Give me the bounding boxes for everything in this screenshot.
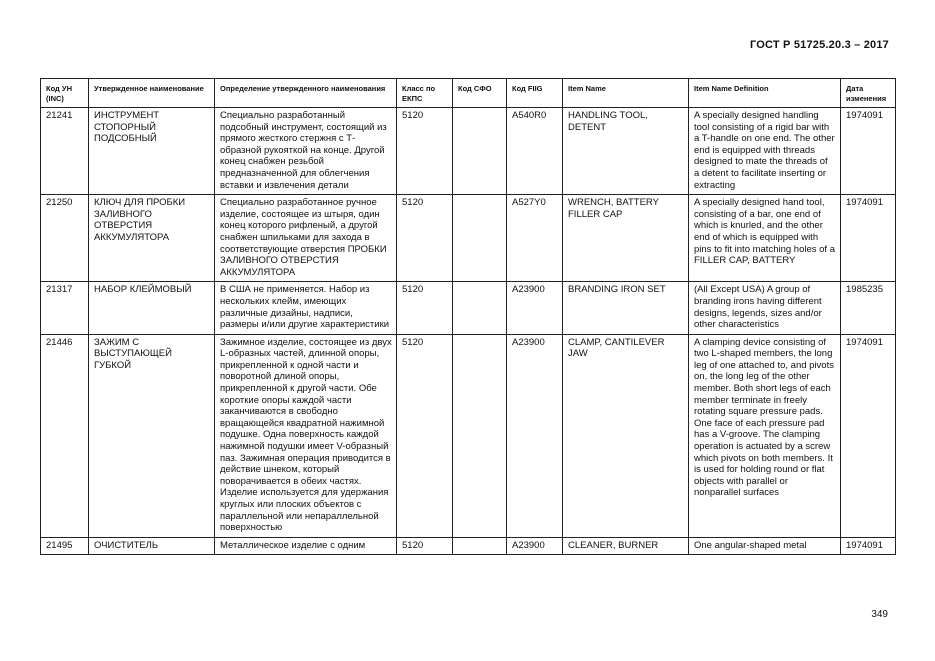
cell-code: 21241 bbox=[41, 108, 89, 195]
column-header-fiig: Код FIIG bbox=[507, 79, 563, 108]
cell-name-ru: НАБОР КЛЕЙМОВЫЙ bbox=[89, 282, 215, 334]
column-header-code: Код УН (INC) bbox=[41, 79, 89, 108]
cell-fiig: A23900 bbox=[507, 282, 563, 334]
column-header-definition-ru: Определение утвержденного наименования bbox=[215, 79, 397, 108]
cell-date: 1985235 bbox=[841, 282, 896, 334]
cell-item-definition: One angular-shaped metal bbox=[689, 537, 841, 555]
cell-sfo bbox=[453, 282, 507, 334]
cell-code: 21495 bbox=[41, 537, 89, 555]
table-row bbox=[41, 195, 896, 282]
cell-item-name: CLEANER, BURNER bbox=[563, 537, 689, 555]
table-row bbox=[41, 108, 896, 195]
cell-name-ru: ЗАЖИМ С ВЫСТУПАЮЩЕЙ ГУБКОЙ bbox=[89, 334, 215, 537]
catalog-table bbox=[40, 78, 896, 555]
table-header-row bbox=[41, 79, 896, 108]
cell-code: 21250 bbox=[41, 195, 89, 282]
cell-date: 1974091 bbox=[841, 334, 896, 537]
document-header: ГОСТ Р 51725.20.3 – 2017 bbox=[749, 39, 889, 51]
cell-item-definition: A clamping device consisting of two L-shaped members, the long leg of one attached to, and pivots on, the long leg of the other member. Both short legs of each member terminate in freely rotating square pressure pads. One face of each pressure pad has a V-groove. The clamping operation is actuated by a screw which pivots on both members. It is used for holding round or flat objects with parallel or nonparallel surfaces bbox=[689, 334, 841, 537]
cell-fiig: A527Y0 bbox=[507, 195, 563, 282]
cell-definition-ru: Специально разработанный подсобный инструмент, состоящий из прямого жесткого стержня с Т-образной рукояткой на конце. Другой конец снабжен резьбой предназначенной для облегчения вставки и извлечения детали bbox=[215, 108, 397, 195]
cell-fiig: A23900 bbox=[507, 334, 563, 537]
cell-definition-ru: Металлическое изделие с одним bbox=[215, 537, 397, 555]
column-header-sfo: Код СФО bbox=[453, 79, 507, 108]
cell-name-ru: ОЧИСТИТЕЛЬ bbox=[89, 537, 215, 555]
cell-sfo bbox=[453, 334, 507, 537]
cell-definition-ru: Зажимное изделие, состоящее из двух L-образных частей, длинной опоры, прикрепленной к одной части и поворотной длиной опоры, прикрепленной к другой части. Обе короткие опоры каждой части заканчиваются в свободно вращающейся квадратной нажимной подушке. Одна поверхность каждой нажимной подушки имеет V-образный паз. Зажимная операция приводится в действие шнеком, который поворачивается в обеих частях. Изделие используется для удержания круглых или плоских объектов с параллельной или непараллельной поверхностью bbox=[215, 334, 397, 537]
cell-item-definition: (All Except USA) A group of branding irons having different designs, legends, sizes and/or other characteristics bbox=[689, 282, 841, 334]
cell-name-ru: ИНСТРУМЕНТ СТОПОРНЫЙ ПОДСОБНЫЙ bbox=[89, 108, 215, 195]
table-row bbox=[41, 537, 896, 555]
column-header-class: Класс по ЕКПС bbox=[397, 79, 453, 108]
table-row bbox=[41, 282, 896, 334]
cell-class: 5120 bbox=[397, 108, 453, 195]
cell-fiig: A23900 bbox=[507, 537, 563, 555]
cell-date: 1974091 bbox=[841, 108, 896, 195]
cell-class: 5120 bbox=[397, 195, 453, 282]
cell-class: 5120 bbox=[397, 537, 453, 555]
cell-item-name: BRANDING IRON SET bbox=[563, 282, 689, 334]
cell-class: 5120 bbox=[397, 334, 453, 537]
page-number: 349 bbox=[871, 609, 888, 620]
cell-code: 21317 bbox=[41, 282, 89, 334]
table-row bbox=[41, 334, 896, 537]
cell-code: 21446 bbox=[41, 334, 89, 537]
cell-sfo bbox=[453, 537, 507, 555]
cell-item-name: CLAMP, CANTILEVER JAW bbox=[563, 334, 689, 537]
cell-definition-ru: Специально разработанное ручное изделие, состоящее из штыря, один конец которого рифленый, а другой снабжен шпильками для захода в соответствующие отверстия ПРОБКИ ЗАЛИВНОГО ОТВЕРСТИЯ АККУМУЛЯТОРА bbox=[215, 195, 397, 282]
cell-item-name: HANDLING TOOL, DETENT bbox=[563, 108, 689, 195]
cell-fiig: A540R0 bbox=[507, 108, 563, 195]
column-header-name-ru: Утвержденное наименование bbox=[89, 79, 215, 108]
column-header-item-definition: Item Name Definition bbox=[689, 79, 841, 108]
cell-sfo bbox=[453, 195, 507, 282]
cell-item-name: WRENCH, BATTERY FILLER CAP bbox=[563, 195, 689, 282]
cell-item-definition: A specially designed handling tool consisting of a rigid bar with a T-handle on one end. The other end is equipped with threads designed to mate the threads of a detent to facilitate inserting or extracting bbox=[689, 108, 841, 195]
cell-sfo bbox=[453, 108, 507, 195]
cell-item-definition: A specially designed hand tool, consisting of a bar, one end of which is knurled, and the other end of which is equipped with pins to fit into matching holes of a FILLER CAP, BATTERY bbox=[689, 195, 841, 282]
cell-definition-ru: В США не применяется. Набор из нескольких клейм, имеющих различные дизайны, надписи, размеры и/или другие характеристики bbox=[215, 282, 397, 334]
column-header-item-name: Item Name bbox=[563, 79, 689, 108]
cell-date: 1974091 bbox=[841, 537, 896, 555]
cell-name-ru: КЛЮЧ ДЛЯ ПРОБКИ ЗАЛИВНОГО ОТВЕРСТИЯ АККУМУЛЯТОРА bbox=[89, 195, 215, 282]
cell-class: 5120 bbox=[397, 282, 453, 334]
column-header-date: Дата изменения bbox=[841, 79, 896, 108]
cell-date: 1974091 bbox=[841, 195, 896, 282]
